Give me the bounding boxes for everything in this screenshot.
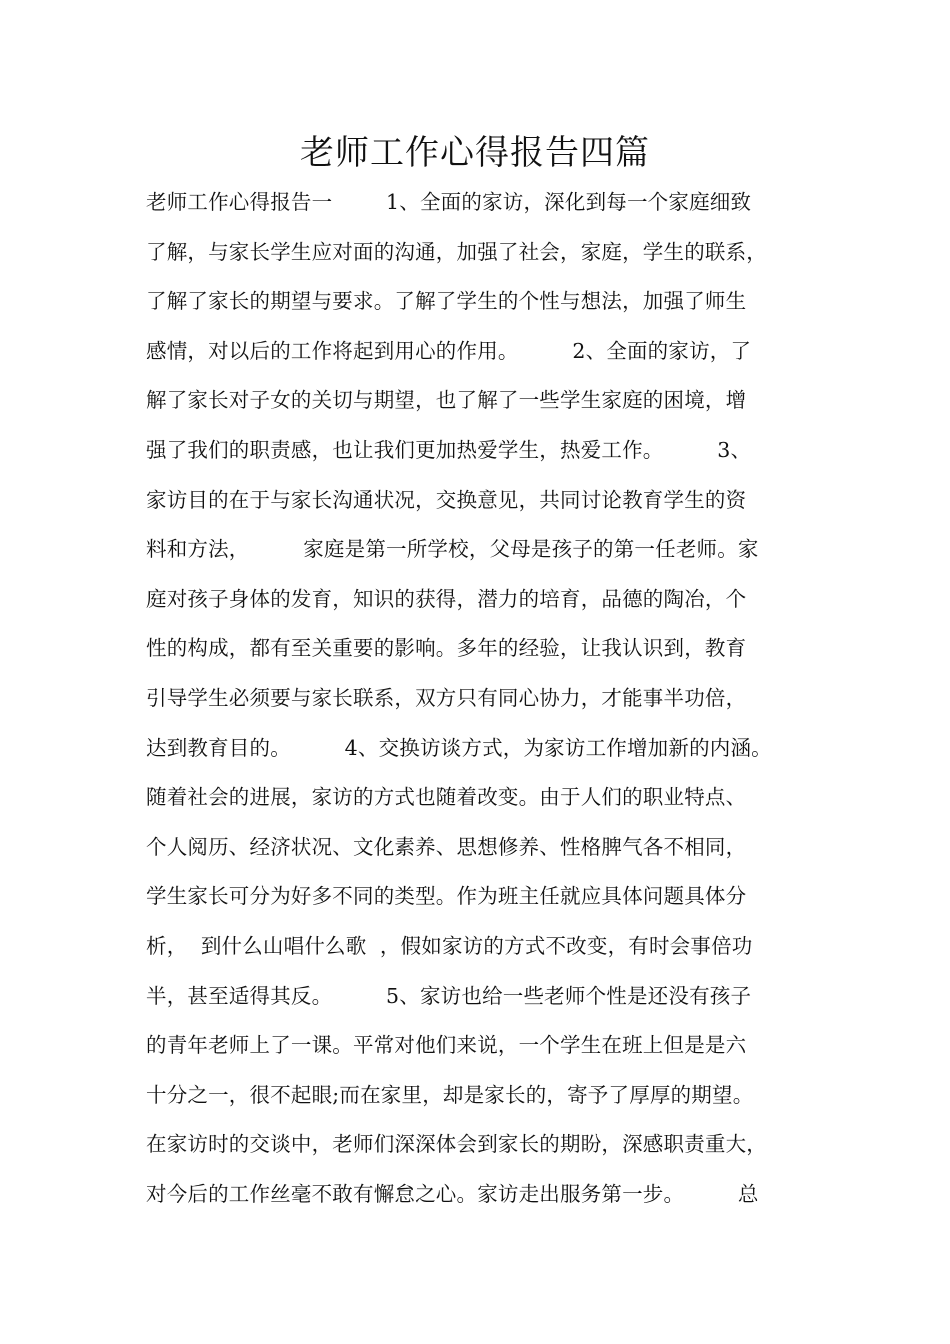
text-line-15: 学生家长可分为好多不同的类型。作为班主任就应具体问题具体分 [146, 884, 747, 909]
text-line-19: 十分之一，很不起眼;而在家里，却是家长的，寄予了厚厚的期望。 [146, 1082, 754, 1107]
text-line-13: 随着社会的进展，家访的方式也随着改变。由于人们的职业特点、 [146, 785, 747, 810]
text-line-2: 了解，与家长学生应对面的沟通，加强了社会，家庭，学生的联系， [146, 239, 767, 264]
document-title: 老师工作心得报告四篇 [300, 133, 650, 173]
text-line-17: 半，甚至适得其反。 5、家访也给一些老师个性是还没有孩子 [146, 983, 752, 1008]
text-line-6: 强了我们的职责感，也让我们更加热爱学生，热爱工作。 3、 [146, 437, 752, 462]
text-line-11: 引导学生必须要与家长联系，双方只有同心协力，才能事半功倍， [146, 685, 747, 710]
text-line-10: 性的构成，都有至关重要的影响。多年的经验，让我认识到，教育 [146, 636, 747, 661]
text-line-3: 了解了家长的期望与要求。了解了学生的个性与想法，加强了师生 [146, 289, 747, 314]
text-line-16: 析， 到什么山唱什么歌 ，假如家访的方式不改变，有时会事倍功 [146, 933, 753, 958]
text-line-18: 的青年老师上了一课。平常对他们来说，一个学生在班上但是是六 [146, 1033, 747, 1058]
text-line-8: 料和方法， 家庭是第一所学校，父母是孩子的第一任老师。家 [146, 537, 759, 562]
text-line-5: 解了家长对子女的关切与期望，也了解了一些学生家庭的困境，增 [146, 388, 747, 413]
text-line-4: 感情，对以后的工作将起到用心的作用。 2、全面的家访，了 [146, 338, 752, 363]
text-line-9: 庭对孩子身体的发育，知识的获得，潜力的培育，品德的陶冶，个 [146, 586, 747, 611]
text-line-20: 在家访时的交谈中，老师们深深体会到家长的期盼，深感职责重大， [146, 1132, 767, 1157]
document-body [146, 178, 846, 1219]
text-line-12: 达到教育目的。 4、交换访谈方式，为家访工作增加新的内涵。 [146, 735, 772, 760]
text-line-7: 家访目的在于与家长沟通状况，交换意见，共同讨论教育学生的资 [146, 487, 747, 512]
text-line-1: 老师工作心得报告一 1、全面的家访，深化到每一个家庭细致 [146, 190, 752, 214]
text-line-14: 个人阅历、经济状况、文化素养、思想修养、性格脾气各不相同， [146, 834, 747, 859]
text-line-21: 对今后的工作丝毫不敢有懈怠之心。家访走出服务第一步。 总 [146, 1181, 759, 1206]
